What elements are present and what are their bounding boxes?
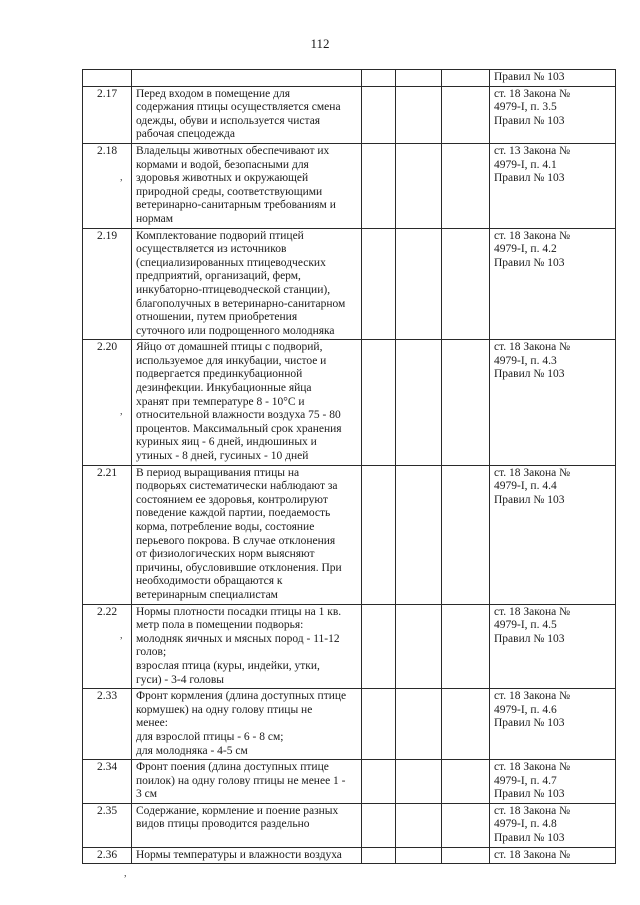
empty-cell-c bbox=[442, 760, 490, 804]
legal-reference bbox=[490, 143, 616, 228]
requirement-line: Яйцо от домашней птицы с подворий, bbox=[136, 341, 323, 354]
empty-cell-b bbox=[396, 86, 442, 143]
requirement-line: куриных яиц - 6 дней, индюшиных и bbox=[136, 436, 317, 449]
empty-cell-b bbox=[396, 228, 442, 340]
requirement-line: утиных - 8 дней, гусиных - 10 дней bbox=[136, 450, 309, 463]
reference-line: 4979-I, п. 4.8 bbox=[494, 818, 557, 831]
requirement-line: осуществляется из источников bbox=[136, 243, 287, 256]
legal-reference bbox=[490, 604, 616, 689]
empty-cell-c bbox=[442, 847, 490, 864]
requirement-line: здоровья животных и окружающей bbox=[136, 172, 309, 185]
reference-line: 4979-I, п. 4.4 bbox=[494, 480, 557, 493]
requirement-text bbox=[132, 689, 362, 760]
table-row bbox=[83, 689, 616, 760]
requirement-text bbox=[132, 847, 362, 864]
requirement-line: благополучных в ветеринарно-санитарном bbox=[136, 297, 346, 310]
item-number: 2.22 bbox=[83, 604, 132, 689]
requirement-line: молодняк яичных и мясных пород - 11-12 bbox=[136, 632, 340, 645]
empty-cell-c bbox=[442, 803, 490, 847]
reference-line: 4979-I, п. 4.3 bbox=[494, 354, 557, 367]
reference-line: ст. 18 Закона № bbox=[494, 804, 571, 817]
reference-line: Правил № 103 bbox=[494, 256, 565, 269]
legal-reference bbox=[490, 86, 616, 143]
empty-cell-c bbox=[442, 143, 490, 228]
legal-reference bbox=[490, 465, 616, 604]
legal-reference bbox=[490, 228, 616, 340]
empty-cell-a bbox=[362, 803, 396, 847]
requirement-line: кормушек) на одну голову птицы не bbox=[136, 703, 313, 716]
reference-line: Правил № 103 bbox=[494, 788, 565, 801]
reference-line: ст. 18 Закона № bbox=[494, 605, 571, 618]
requirement-line: дезинфекции. Инкубационные яйца bbox=[136, 382, 312, 395]
reference-line: ст. 18 Закона № bbox=[494, 341, 571, 354]
scan-mark: , bbox=[120, 630, 123, 641]
requirement-line: хранят при температуре 8 - 10°С и bbox=[136, 395, 305, 408]
requirement-line: предприятий, организаций, ферм, bbox=[136, 270, 301, 283]
empty-cell-a bbox=[362, 86, 396, 143]
legal-reference bbox=[490, 70, 616, 87]
item-number: 2.21 bbox=[83, 465, 132, 604]
empty-cell-a bbox=[362, 847, 396, 864]
requirement-line: менее: bbox=[136, 717, 168, 730]
requirement-line: природной среды, соответствующими bbox=[136, 185, 323, 198]
reference-line: 4979-I, п. 3.5 bbox=[494, 101, 557, 114]
requirement-line: поведение каждой партии, поедаемость bbox=[136, 507, 331, 520]
requirement-line: рабочая спецодежда bbox=[136, 128, 236, 141]
requirement-line: причины, обусловившие отклонения. При bbox=[136, 561, 342, 574]
empty-cell-a bbox=[362, 689, 396, 760]
empty-cell-b bbox=[396, 847, 442, 864]
empty-cell-a bbox=[362, 70, 396, 87]
empty-cell-a bbox=[362, 340, 396, 465]
requirement-line: Нормы плотности посадки птицы на 1 кв. bbox=[136, 605, 342, 618]
requirement-line: голов; bbox=[136, 646, 167, 659]
item-number: 2.17 bbox=[83, 86, 132, 143]
reference-line: ст. 18 Закона № bbox=[494, 229, 571, 242]
empty-cell-b bbox=[396, 689, 442, 760]
table-row bbox=[83, 340, 616, 465]
requirement-line: В период выращивания птицы на bbox=[136, 466, 300, 479]
reference-line: Правил № 103 bbox=[494, 493, 565, 506]
requirement-line: Комплектование подворий птицей bbox=[136, 229, 304, 242]
item-number: 2.33 bbox=[83, 689, 132, 760]
reference-line: 4979-I, п. 4.6 bbox=[494, 703, 557, 716]
requirement-line: одежды, обуви и используется чистая bbox=[136, 114, 321, 127]
item-number: 2.35 bbox=[83, 803, 132, 847]
table-row bbox=[83, 604, 616, 689]
requirement-line: перьевого покрова. В случае отклонения bbox=[136, 534, 336, 547]
empty-cell-b bbox=[396, 465, 442, 604]
requirement-line: для взрослой птицы - 6 - 8 см; bbox=[136, 730, 284, 743]
legal-reference bbox=[490, 803, 616, 847]
requirement-line: Владельцы животных обеспечивают их bbox=[136, 144, 330, 157]
empty-cell-a bbox=[362, 465, 396, 604]
requirement-text bbox=[132, 340, 362, 465]
requirement-line: ветеринарно-санитарным требованиям и bbox=[136, 199, 336, 212]
requirement-line: метр пола в помещении подворья: bbox=[136, 619, 304, 632]
requirement-line: необходимости обращаются к bbox=[136, 575, 283, 588]
item-number: 2.20 bbox=[83, 340, 132, 465]
requirement-text bbox=[132, 143, 362, 228]
requirement-line: корма, потребление воды, состояние bbox=[136, 521, 315, 533]
table-row bbox=[83, 847, 616, 864]
empty-cell-b bbox=[396, 340, 442, 465]
empty-cell-c bbox=[442, 465, 490, 604]
requirement-line: видов птицы проводится раздельно bbox=[136, 818, 310, 831]
item-number: 2.36 bbox=[83, 847, 132, 864]
reference-line: Правил № 103 bbox=[494, 172, 565, 185]
reference-line: Правил № 103 bbox=[494, 368, 565, 381]
legal-reference bbox=[490, 847, 616, 864]
empty-cell-c bbox=[442, 689, 490, 760]
requirement-line: (специализированных птицеводческих bbox=[136, 256, 326, 269]
requirement-line: состоянием ее здоровья, контролируют bbox=[136, 493, 328, 506]
requirement-line: нормам bbox=[136, 212, 174, 225]
reference-line: Правил № 103 bbox=[494, 114, 565, 127]
requirement-line: отношении, путем приобретения bbox=[136, 311, 298, 324]
reference-line: ст. 18 Закона № bbox=[494, 761, 571, 774]
requirement-line: содержания птицы осуществляется смена bbox=[136, 101, 341, 114]
requirement-text bbox=[132, 465, 362, 604]
requirement-line: кормами и водой, безопасными для bbox=[136, 158, 309, 171]
reference-line: 4979-I, п. 4.7 bbox=[494, 774, 557, 787]
empty-cell-a bbox=[362, 228, 396, 340]
reference-line: Правил № 103 bbox=[494, 717, 565, 730]
table-row bbox=[83, 465, 616, 604]
scan-mark: , bbox=[120, 172, 123, 183]
empty-cell-c bbox=[442, 604, 490, 689]
empty-cell-b bbox=[396, 760, 442, 804]
table-row bbox=[83, 228, 616, 340]
requirement-line: от физиологических норм выясняют bbox=[136, 548, 315, 561]
requirement-text bbox=[132, 70, 362, 87]
reference-line: Правил № 103 bbox=[494, 632, 565, 645]
table-row bbox=[83, 143, 616, 228]
requirement-line: подворьях систематически наблюдают за bbox=[136, 480, 338, 493]
empty-cell-a bbox=[362, 604, 396, 689]
requirement-line: подвергается прединкубационной bbox=[136, 368, 303, 381]
requirement-line: 3 см bbox=[136, 788, 158, 801]
requirement-line: суточного или подрощенного молодняка bbox=[136, 324, 335, 337]
empty-cell-b bbox=[396, 143, 442, 228]
requirement-line: Содержание, кормление и поение разных bbox=[136, 804, 339, 817]
empty-cell-a bbox=[362, 760, 396, 804]
empty-cell-a bbox=[362, 143, 396, 228]
reference-line: ст. 13 Закона № bbox=[494, 144, 571, 157]
empty-cell-b bbox=[396, 604, 442, 689]
reference-line: 4979-I, п. 4.5 bbox=[494, 619, 557, 632]
table-row bbox=[83, 70, 616, 87]
requirement-line: относительной влажности воздуха 75 - 80 bbox=[136, 409, 341, 422]
requirement-line: Фронт поения (длина доступных птице bbox=[136, 761, 329, 774]
reference-line: 4979-I, п. 4.2 bbox=[494, 243, 557, 256]
legal-reference bbox=[490, 340, 616, 465]
reference-line: ст. 18 Закона № bbox=[494, 848, 571, 861]
reference-line: 4979-I, п. 4.1 bbox=[494, 158, 557, 171]
empty-cell-b bbox=[396, 70, 442, 87]
requirement-line: процентов. Максимальный срок хранения bbox=[136, 422, 342, 435]
reference-line: ст. 18 Закона № bbox=[494, 690, 571, 703]
item-number: 2.34 bbox=[83, 760, 132, 804]
requirements-table bbox=[82, 69, 616, 864]
scan-mark: , bbox=[120, 406, 123, 417]
table-row bbox=[83, 803, 616, 847]
requirement-text bbox=[132, 760, 362, 804]
scan-mark: , bbox=[124, 868, 127, 879]
reference-line: Правил № 103 bbox=[494, 832, 565, 845]
item-number: 2.19 bbox=[83, 228, 132, 340]
requirement-line: для молодняка - 4-5 см bbox=[136, 744, 248, 757]
empty-cell-c bbox=[442, 340, 490, 465]
item-number bbox=[83, 70, 132, 87]
reference-line: ст. 18 Закона № bbox=[494, 466, 571, 479]
requirement-text bbox=[132, 86, 362, 143]
table-row bbox=[83, 760, 616, 804]
legal-reference bbox=[490, 689, 616, 760]
requirement-line: поилок) на одну голову птицы не менее 1 - bbox=[136, 774, 346, 787]
empty-cell-c bbox=[442, 228, 490, 340]
table-row bbox=[83, 86, 616, 143]
item-number: 2.18 bbox=[83, 143, 132, 228]
requirement-line: гуси) - 3-4 головы bbox=[136, 673, 225, 686]
legal-reference bbox=[490, 760, 616, 804]
requirement-text bbox=[132, 228, 362, 340]
empty-cell-c bbox=[442, 70, 490, 87]
requirement-line: Перед входом в помещение для bbox=[136, 87, 291, 100]
requirement-line: используемое для инкубации, чистое и bbox=[136, 354, 327, 367]
requirement-line: ветеринарным специалистам bbox=[136, 588, 278, 601]
requirement-line: Фронт кормления (длина доступных птице bbox=[136, 690, 347, 703]
empty-cell-b bbox=[396, 803, 442, 847]
requirement-text bbox=[132, 604, 362, 689]
requirement-line: взрослая птица (куры, индейки, утки, bbox=[136, 659, 320, 672]
requirement-text bbox=[132, 803, 362, 847]
page-number: 112 bbox=[310, 36, 330, 51]
requirement-line: Нормы температуры и влажности воздуха bbox=[136, 848, 342, 861]
reference-line: Правил № 103 bbox=[494, 71, 565, 83]
empty-cell-c bbox=[442, 86, 490, 143]
requirement-line: инкубаторно-птицеводческой станции), bbox=[136, 283, 331, 296]
reference-line: ст. 18 Закона № bbox=[494, 87, 571, 100]
